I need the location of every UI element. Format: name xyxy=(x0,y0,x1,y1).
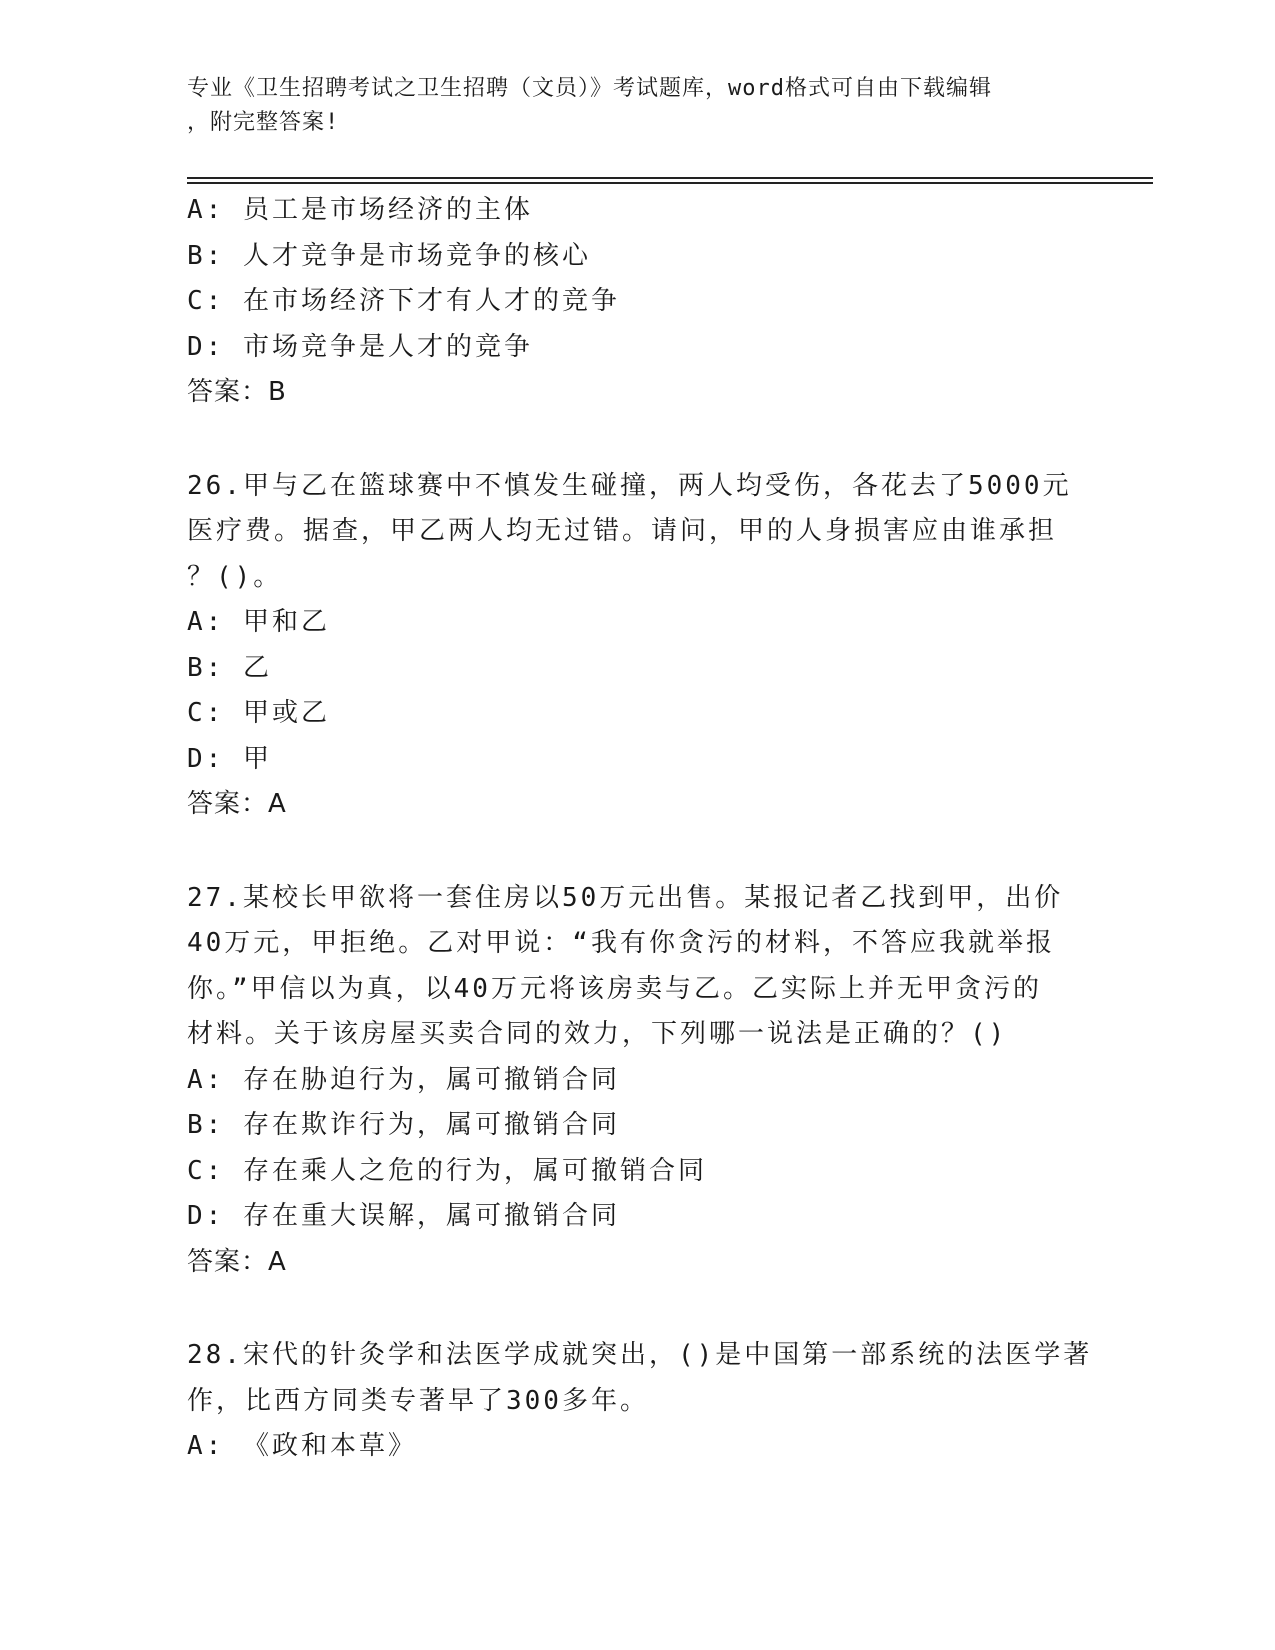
option-c: C: 甲或乙 xyxy=(187,698,330,728)
question-stem-line: 作，比西方同类专著早了300多年。 xyxy=(187,1385,649,1416)
document-header xyxy=(187,72,1077,140)
question-26 xyxy=(187,464,1087,828)
option-c: C: 在市场经济下才有人才的竞争 xyxy=(187,286,620,316)
question-stem-line: 医疗费。据查，甲乙两人均无过错。请问，甲的人身损害应由谁承担 xyxy=(187,516,1058,546)
question-stem-line: 28.宋代的针灸学和法医学成就突出，()是中国第一部系统的法医学著 xyxy=(187,1340,1093,1370)
question-list xyxy=(187,188,1093,1470)
option-a: A: 《政和本草》 xyxy=(187,1431,417,1461)
answer: 答案：B xyxy=(187,377,287,407)
header-line-1: 专业《卫生招聘考试之卫生招聘（文员）》考试题库，word格式可自由下载编辑 xyxy=(187,76,992,101)
option-b: B: 乙 xyxy=(187,652,272,683)
question-stem-line: 26.甲与乙在篮球赛中不慎发生碰撞，两人均受伤，各花去了5000元 xyxy=(187,470,1072,501)
answer: 答案：A xyxy=(187,1246,287,1277)
question-28 xyxy=(187,1333,1093,1470)
option-a: A: 存在胁迫行为，属可撤销合同 xyxy=(187,1064,620,1095)
option-b: B: 人才竞争是市场竞争的核心 xyxy=(187,240,591,271)
option-d: D: 甲 xyxy=(187,743,272,774)
question-stem-line: ？()。 xyxy=(187,561,283,592)
option-a: A: 员工是市场经济的主体 xyxy=(187,195,533,225)
header-line-2: ，附完整答案! xyxy=(187,110,340,135)
header-divider-top xyxy=(187,177,1153,179)
question-stem-line: 你。”甲信以为真，以40万元将该房卖与乙。乙实际上并无甲贪污的 xyxy=(187,973,1042,1004)
question-25 xyxy=(187,188,1087,416)
question-gap xyxy=(187,1285,1087,1333)
option-b: B: 存在欺诈行为，属可撤销合同 xyxy=(187,1110,620,1140)
question-27 xyxy=(187,876,1087,1286)
option-c: C: 存在乘人之危的行为，属可撤销合同 xyxy=(187,1155,707,1186)
question-stem-line: 材料。关于该房屋买卖合同的效力，下列哪一说法是正确的？() xyxy=(187,1019,1008,1049)
option-d: D: 市场竞争是人才的竞争 xyxy=(187,331,533,362)
question-gap xyxy=(187,828,1087,876)
option-d: D: 存在重大误解，属可撤销合同 xyxy=(187,1201,620,1231)
header-divider-bottom xyxy=(187,182,1153,184)
question-stem-line: 27.某校长甲欲将一套住房以50万元出售。某报记者乙找到甲，出价 xyxy=(187,882,1064,913)
option-a: A: 甲和乙 xyxy=(187,607,330,637)
question-gap xyxy=(187,416,1087,464)
question-stem-line: 40万元，甲拒绝。乙对甲说：“我有你贪污的材料，不答应我就举报 xyxy=(187,928,1055,958)
answer: 答案：A xyxy=(187,789,287,819)
